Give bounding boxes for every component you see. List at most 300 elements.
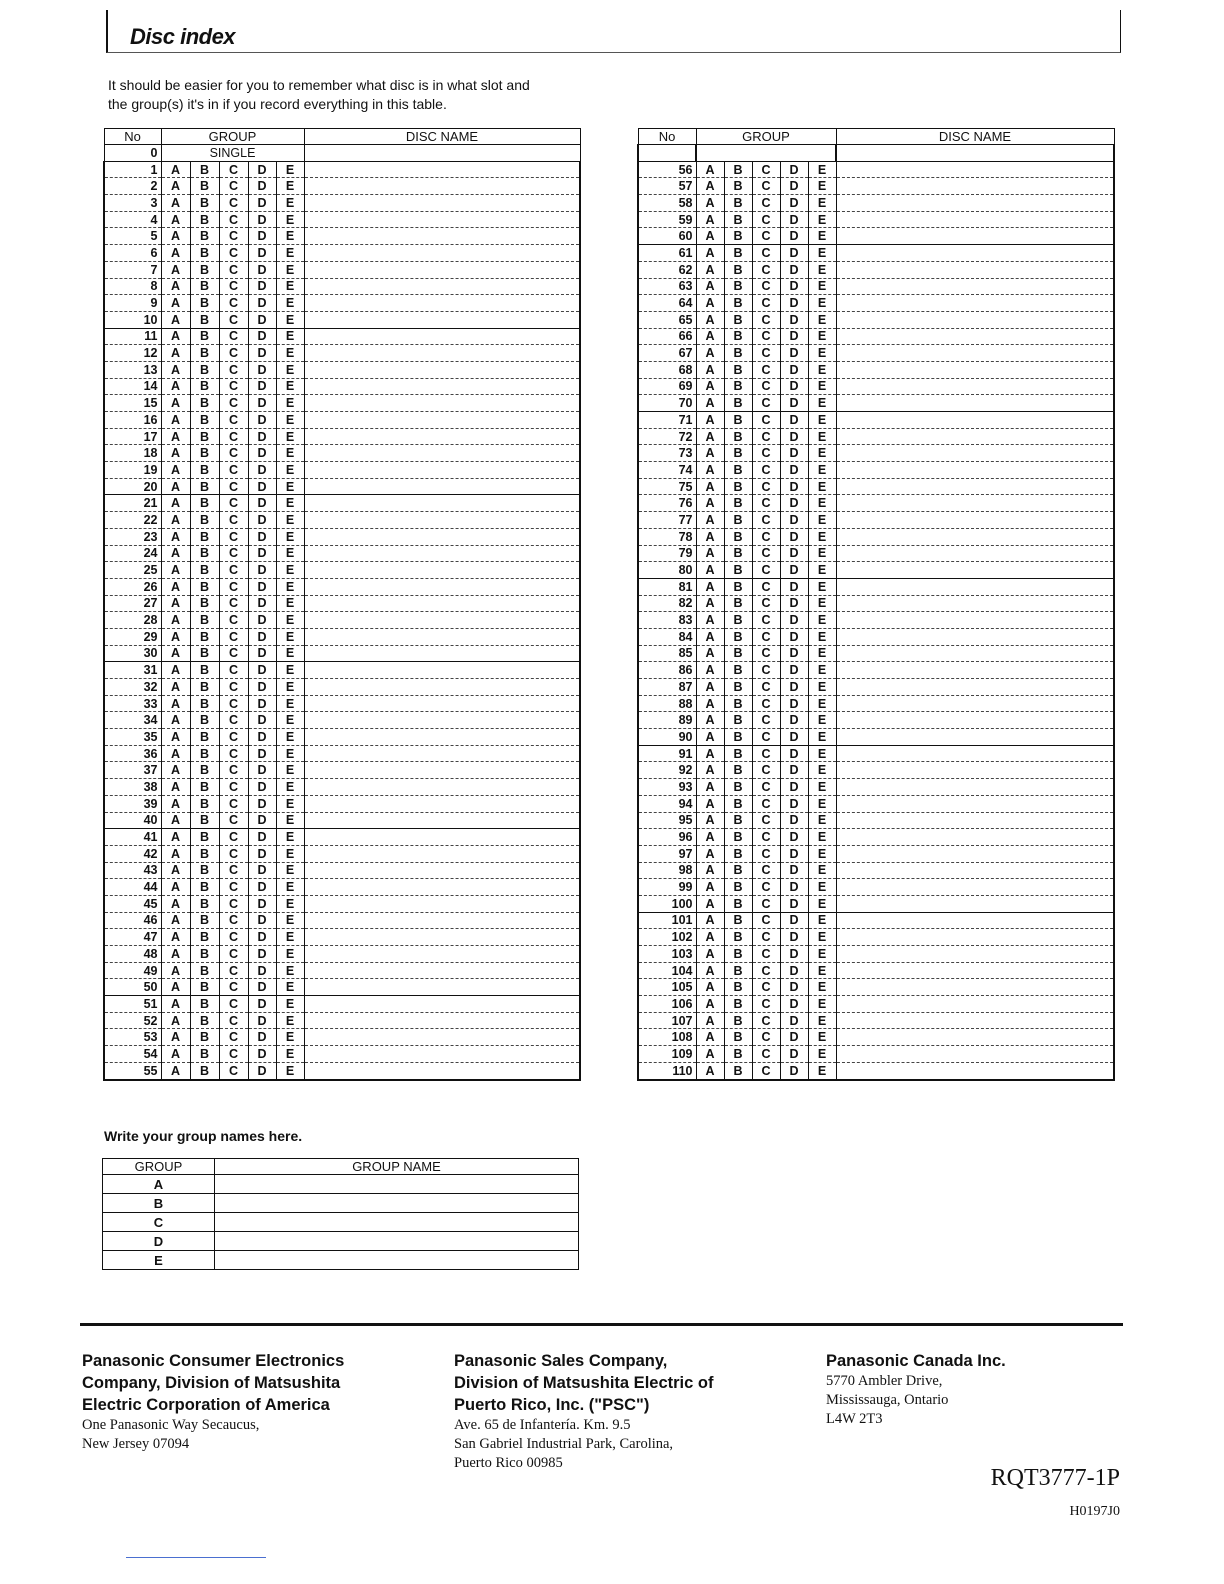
group-option-e[interactable]: E <box>276 895 304 912</box>
group-option-a[interactable]: A <box>161 361 190 378</box>
disc-name-field[interactable] <box>836 628 1114 645</box>
group-option-a[interactable]: A <box>696 195 724 212</box>
group-option-c[interactable]: C <box>219 879 248 896</box>
disc-name-field[interactable] <box>836 495 1114 512</box>
disc-name-field[interactable] <box>304 562 580 579</box>
group-option-b[interactable]: B <box>190 879 219 896</box>
group-option-c[interactable]: C <box>752 512 780 529</box>
group-option-b[interactable]: B <box>190 462 219 479</box>
group-option-d[interactable]: D <box>248 595 276 612</box>
group-option-c[interactable]: C <box>752 712 780 729</box>
group-option-d[interactable]: D <box>780 845 808 862</box>
group-option-d[interactable]: D <box>780 879 808 896</box>
group-option-c[interactable]: C <box>219 428 248 445</box>
group-option-d[interactable]: D <box>248 1046 276 1063</box>
group-option-d[interactable]: D <box>248 445 276 462</box>
group-option-e[interactable]: E <box>276 695 304 712</box>
group-option-b[interactable]: B <box>190 328 219 345</box>
disc-name-field[interactable] <box>304 845 580 862</box>
group-option-c[interactable]: C <box>219 512 248 529</box>
disc-name-field[interactable] <box>836 679 1114 696</box>
group-option-c[interactable]: C <box>219 662 248 679</box>
group-option-a[interactable]: A <box>696 361 724 378</box>
group-option-e[interactable]: E <box>276 612 304 629</box>
disc-name-field[interactable] <box>836 462 1114 479</box>
group-option-d[interactable]: D <box>780 695 808 712</box>
group-option-a[interactable]: A <box>696 1062 724 1079</box>
disc-name-field[interactable] <box>836 545 1114 562</box>
group-option-b[interactable]: B <box>724 1062 752 1079</box>
group-option-b[interactable]: B <box>724 545 752 562</box>
group-option-a[interactable]: A <box>161 412 190 429</box>
group-option-b[interactable]: B <box>724 178 752 195</box>
group-option-a[interactable]: A <box>161 829 190 846</box>
group-option-b[interactable]: B <box>190 912 219 929</box>
group-option-b[interactable]: B <box>724 495 752 512</box>
group-option-a[interactable]: A <box>696 295 724 312</box>
group-option-b[interactable]: B <box>190 762 219 779</box>
group-option-b[interactable]: B <box>190 628 219 645</box>
group-option-e[interactable]: E <box>808 929 836 946</box>
group-option-c[interactable]: C <box>752 528 780 545</box>
group-option-a[interactable]: A <box>696 1046 724 1063</box>
disc-name-field[interactable] <box>836 161 1114 178</box>
group-option-c[interactable]: C <box>219 812 248 829</box>
group-option-e[interactable]: E <box>808 311 836 328</box>
group-option-a[interactable]: A <box>161 478 190 495</box>
group-option-d[interactable]: D <box>248 979 276 996</box>
group-option-d[interactable]: D <box>248 1062 276 1079</box>
disc-name-field[interactable] <box>836 912 1114 929</box>
group-option-a[interactable]: A <box>161 178 190 195</box>
group-option-a[interactable]: A <box>696 628 724 645</box>
group-option-a[interactable]: A <box>696 829 724 846</box>
group-option-c[interactable]: C <box>219 745 248 762</box>
disc-name-field[interactable] <box>304 345 580 362</box>
group-option-d[interactable]: D <box>780 812 808 829</box>
disc-name-field[interactable] <box>836 261 1114 278</box>
group-option-a[interactable]: A <box>161 679 190 696</box>
group-option-b[interactable]: B <box>724 729 752 746</box>
group-option-c[interactable]: C <box>752 412 780 429</box>
group-option-b[interactable]: B <box>724 879 752 896</box>
group-option-b[interactable]: B <box>190 712 219 729</box>
group-option-c[interactable]: C <box>752 195 780 212</box>
group-option-d[interactable]: D <box>780 428 808 445</box>
group-option-c[interactable]: C <box>219 462 248 479</box>
group-option-d[interactable]: D <box>780 361 808 378</box>
group-option-d[interactable]: D <box>248 311 276 328</box>
group-option-c[interactable]: C <box>752 979 780 996</box>
group-option-c[interactable]: C <box>752 161 780 178</box>
group-option-e[interactable]: E <box>276 161 304 178</box>
group-option-b[interactable]: B <box>190 311 219 328</box>
group-option-d[interactable]: D <box>248 328 276 345</box>
group-option-b[interactable]: B <box>190 528 219 545</box>
disc-name-field[interactable] <box>836 178 1114 195</box>
disc-name-field[interactable] <box>304 328 580 345</box>
group-option-a[interactable]: A <box>161 879 190 896</box>
group-option-d[interactable]: D <box>780 462 808 479</box>
group-option-e[interactable]: E <box>808 979 836 996</box>
group-name-field[interactable] <box>215 1175 579 1194</box>
group-option-d[interactable]: D <box>248 512 276 529</box>
group-option-d[interactable]: D <box>248 645 276 662</box>
group-option-b[interactable]: B <box>190 795 219 812</box>
group-option-a[interactable]: A <box>696 679 724 696</box>
group-option-b[interactable]: B <box>724 679 752 696</box>
group-option-e[interactable]: E <box>808 862 836 879</box>
group-option-b[interactable]: B <box>724 512 752 529</box>
group-option-c[interactable]: C <box>752 812 780 829</box>
disc-name-field[interactable] <box>304 545 580 562</box>
group-option-d[interactable]: D <box>780 228 808 245</box>
group-option-a[interactable]: A <box>696 211 724 228</box>
group-option-a[interactable]: A <box>696 545 724 562</box>
group-option-e[interactable]: E <box>276 378 304 395</box>
group-option-e[interactable]: E <box>808 228 836 245</box>
group-option-c[interactable]: C <box>219 762 248 779</box>
group-option-a[interactable]: A <box>696 261 724 278</box>
group-option-e[interactable]: E <box>808 261 836 278</box>
group-option-a[interactable]: A <box>161 595 190 612</box>
group-option-a[interactable]: A <box>696 178 724 195</box>
disc-name-field[interactable] <box>836 946 1114 963</box>
group-option-d[interactable]: D <box>780 562 808 579</box>
group-option-d[interactable]: D <box>248 929 276 946</box>
group-option-e[interactable]: E <box>808 712 836 729</box>
disc-name-field[interactable] <box>836 311 1114 328</box>
group-option-b[interactable]: B <box>190 562 219 579</box>
group-option-a[interactable]: A <box>161 512 190 529</box>
group-option-e[interactable]: E <box>808 745 836 762</box>
group-option-e[interactable]: E <box>276 946 304 963</box>
group-option-d[interactable]: D <box>248 361 276 378</box>
group-option-c[interactable]: C <box>219 612 248 629</box>
group-option-e[interactable]: E <box>276 795 304 812</box>
group-option-b[interactable]: B <box>190 1062 219 1079</box>
group-option-c[interactable]: C <box>219 562 248 579</box>
group-option-d[interactable]: D <box>780 578 808 595</box>
group-option-c[interactable]: C <box>219 245 248 262</box>
group-option-a[interactable]: A <box>161 795 190 812</box>
group-option-a[interactable]: A <box>696 879 724 896</box>
group-option-d[interactable]: D <box>248 795 276 812</box>
group-option-a[interactable]: A <box>696 895 724 912</box>
group-option-c[interactable]: C <box>752 462 780 479</box>
disc-name-field[interactable] <box>304 445 580 462</box>
group-option-d[interactable]: D <box>248 395 276 412</box>
group-option-a[interactable]: A <box>161 562 190 579</box>
group-option-d[interactable]: D <box>248 879 276 896</box>
group-option-e[interactable]: E <box>808 829 836 846</box>
group-option-a[interactable]: A <box>696 378 724 395</box>
group-option-c[interactable]: C <box>752 879 780 896</box>
group-option-a[interactable]: A <box>696 495 724 512</box>
disc-name-field[interactable] <box>304 512 580 529</box>
group-option-a[interactable]: A <box>696 745 724 762</box>
disc-name-field[interactable] <box>836 345 1114 362</box>
group-option-d[interactable]: D <box>780 512 808 529</box>
group-option-b[interactable]: B <box>190 962 219 979</box>
group-option-c[interactable]: C <box>219 195 248 212</box>
group-option-d[interactable]: D <box>248 946 276 963</box>
group-option-b[interactable]: B <box>190 1046 219 1063</box>
group-option-d[interactable]: D <box>780 328 808 345</box>
group-option-d[interactable]: D <box>780 595 808 612</box>
disc-name-field[interactable] <box>836 445 1114 462</box>
group-option-a[interactable]: A <box>161 712 190 729</box>
group-option-d[interactable]: D <box>780 161 808 178</box>
group-option-e[interactable]: E <box>808 595 836 612</box>
group-option-d[interactable]: D <box>780 628 808 645</box>
group-option-c[interactable]: C <box>219 946 248 963</box>
group-option-b[interactable]: B <box>190 495 219 512</box>
group-option-c[interactable]: C <box>752 1029 780 1046</box>
group-option-d[interactable]: D <box>248 862 276 879</box>
group-option-b[interactable]: B <box>190 578 219 595</box>
disc-name-field[interactable] <box>836 245 1114 262</box>
group-option-a[interactable]: A <box>161 1029 190 1046</box>
group-option-e[interactable]: E <box>276 879 304 896</box>
group-option-b[interactable]: B <box>724 478 752 495</box>
group-option-d[interactable]: D <box>248 695 276 712</box>
group-option-e[interactable]: E <box>808 161 836 178</box>
group-name-field[interactable] <box>215 1194 579 1213</box>
disc-name-field[interactable] <box>836 278 1114 295</box>
group-option-d[interactable]: D <box>780 862 808 879</box>
disc-name-field[interactable] <box>304 295 580 312</box>
group-option-d[interactable]: D <box>248 228 276 245</box>
group-option-b[interactable]: B <box>190 845 219 862</box>
disc-name-field[interactable] <box>304 528 580 545</box>
group-option-e[interactable]: E <box>276 862 304 879</box>
group-option-a[interactable]: A <box>161 845 190 862</box>
disc-name-field[interactable] <box>304 178 580 195</box>
group-option-e[interactable]: E <box>808 361 836 378</box>
disc-name-field[interactable] <box>304 378 580 395</box>
group-option-a[interactable]: A <box>696 278 724 295</box>
disc-name-field[interactable] <box>304 729 580 746</box>
group-option-b[interactable]: B <box>190 345 219 362</box>
group-option-e[interactable]: E <box>808 1046 836 1063</box>
group-option-e[interactable]: E <box>808 729 836 746</box>
group-option-c[interactable]: C <box>752 662 780 679</box>
disc-name-field[interactable] <box>836 996 1114 1013</box>
group-option-c[interactable]: C <box>219 929 248 946</box>
disc-name-field[interactable] <box>836 829 1114 846</box>
group-option-e[interactable]: E <box>808 895 836 912</box>
group-option-a[interactable]: A <box>161 929 190 946</box>
disc-name-field[interactable] <box>836 145 1114 162</box>
group-option-b[interactable]: B <box>190 378 219 395</box>
disc-name-field[interactable] <box>304 278 580 295</box>
group-option-a[interactable]: A <box>696 845 724 862</box>
group-option-c[interactable]: C <box>752 395 780 412</box>
group-option-c[interactable]: C <box>219 445 248 462</box>
group-option-b[interactable]: B <box>724 245 752 262</box>
group-option-e[interactable]: E <box>808 562 836 579</box>
group-option-c[interactable]: C <box>219 628 248 645</box>
group-option-e[interactable]: E <box>276 645 304 662</box>
disc-name-field[interactable] <box>836 812 1114 829</box>
disc-name-field[interactable] <box>304 311 580 328</box>
group-option-b[interactable]: B <box>724 829 752 846</box>
group-option-b[interactable]: B <box>190 412 219 429</box>
disc-name-field[interactable] <box>836 562 1114 579</box>
group-option-c[interactable]: C <box>219 912 248 929</box>
group-option-e[interactable]: E <box>276 428 304 445</box>
group-option-b[interactable]: B <box>190 512 219 529</box>
group-option-a[interactable]: A <box>696 445 724 462</box>
group-option-b[interactable]: B <box>724 395 752 412</box>
group-option-b[interactable]: B <box>190 428 219 445</box>
group-option-e[interactable]: E <box>808 328 836 345</box>
group-option-e[interactable]: E <box>808 845 836 862</box>
group-option-d[interactable]: D <box>780 295 808 312</box>
group-option-c[interactable]: C <box>752 178 780 195</box>
group-option-c[interactable]: C <box>752 261 780 278</box>
group-option-e[interactable]: E <box>808 378 836 395</box>
group-option-e[interactable]: E <box>276 445 304 462</box>
group-option-d[interactable]: D <box>248 462 276 479</box>
group-option-d[interactable]: D <box>780 829 808 846</box>
group-option-a[interactable]: A <box>161 628 190 645</box>
group-option-e[interactable]: E <box>276 395 304 412</box>
group-option-d[interactable]: D <box>780 395 808 412</box>
group-option-b[interactable]: B <box>190 211 219 228</box>
group-option-a[interactable]: A <box>161 745 190 762</box>
group-option-d[interactable]: D <box>248 745 276 762</box>
group-option-c[interactable]: C <box>219 645 248 662</box>
group-option-e[interactable]: E <box>276 545 304 562</box>
group-option-b[interactable]: B <box>190 979 219 996</box>
group-option-a[interactable]: A <box>161 495 190 512</box>
group-option-b[interactable]: B <box>724 912 752 929</box>
group-option-c[interactable]: C <box>219 862 248 879</box>
group-option-a[interactable]: A <box>161 245 190 262</box>
group-option-e[interactable]: E <box>276 962 304 979</box>
group-option-a[interactable]: A <box>696 328 724 345</box>
group-option-a[interactable]: A <box>696 946 724 963</box>
group-option-b[interactable]: B <box>724 628 752 645</box>
group-option-e[interactable]: E <box>276 662 304 679</box>
group-option-b[interactable]: B <box>190 395 219 412</box>
group-option-c[interactable]: C <box>219 1012 248 1029</box>
group-option-c[interactable]: C <box>752 862 780 879</box>
group-option-d[interactable]: D <box>780 662 808 679</box>
group-option-e[interactable]: E <box>808 812 836 829</box>
group-option-a[interactable]: A <box>696 161 724 178</box>
group-option-d[interactable]: D <box>780 378 808 395</box>
group-option-b[interactable]: B <box>724 695 752 712</box>
group-option-c[interactable]: C <box>219 211 248 228</box>
group-option-e[interactable]: E <box>808 795 836 812</box>
group-option-c[interactable]: C <box>219 795 248 812</box>
group-option-a[interactable]: A <box>161 395 190 412</box>
group-option-d[interactable]: D <box>780 412 808 429</box>
disc-name-field[interactable] <box>304 712 580 729</box>
disc-name-field[interactable] <box>304 245 580 262</box>
group-option-c[interactable]: C <box>219 1046 248 1063</box>
group-option-a[interactable]: A <box>696 428 724 445</box>
group-option-b[interactable]: B <box>190 161 219 178</box>
group-option-b[interactable]: B <box>724 612 752 629</box>
group-option-e[interactable]: E <box>808 879 836 896</box>
disc-name-field[interactable] <box>304 745 580 762</box>
group-option-a[interactable]: A <box>161 278 190 295</box>
group-option-c[interactable]: C <box>752 378 780 395</box>
group-option-e[interactable]: E <box>808 996 836 1013</box>
group-option-b[interactable]: B <box>724 445 752 462</box>
group-option-a[interactable]: A <box>161 578 190 595</box>
group-option-c[interactable]: C <box>752 645 780 662</box>
group-option-a[interactable]: A <box>696 562 724 579</box>
disc-name-field[interactable] <box>304 979 580 996</box>
group-option-e[interactable]: E <box>808 1012 836 1029</box>
group-option-b[interactable]: B <box>190 829 219 846</box>
disc-name-field[interactable] <box>836 795 1114 812</box>
group-option-a[interactable]: A <box>161 662 190 679</box>
group-option-d[interactable]: D <box>780 1046 808 1063</box>
group-option-d[interactable]: D <box>248 712 276 729</box>
group-option-a[interactable]: A <box>696 929 724 946</box>
group-option-b[interactable]: B <box>724 195 752 212</box>
group-option-a[interactable]: A <box>161 962 190 979</box>
group-option-d[interactable]: D <box>780 612 808 629</box>
group-option-a[interactable]: A <box>161 295 190 312</box>
group-option-d[interactable]: D <box>248 612 276 629</box>
group-option-a[interactable]: A <box>161 812 190 829</box>
group-option-c[interactable]: C <box>219 178 248 195</box>
group-option-b[interactable]: B <box>724 578 752 595</box>
group-option-a[interactable]: A <box>161 862 190 879</box>
group-option-d[interactable]: D <box>780 946 808 963</box>
disc-name-field[interactable] <box>304 495 580 512</box>
group-option-d[interactable]: D <box>248 412 276 429</box>
disc-name-field[interactable] <box>304 829 580 846</box>
group-option-b[interactable]: B <box>724 795 752 812</box>
group-option-e[interactable]: E <box>808 545 836 562</box>
group-option-c[interactable]: C <box>752 578 780 595</box>
group-option-a[interactable]: A <box>161 912 190 929</box>
group-option-e[interactable]: E <box>808 428 836 445</box>
disc-name-field[interactable] <box>304 145 580 162</box>
group-option-b[interactable]: B <box>724 462 752 479</box>
group-option-b[interactable]: B <box>724 1029 752 1046</box>
group-option-e[interactable]: E <box>276 679 304 696</box>
disc-name-field[interactable] <box>304 228 580 245</box>
group-option-a[interactable]: A <box>161 462 190 479</box>
disc-name-field[interactable] <box>836 328 1114 345</box>
group-option-a[interactable]: A <box>161 979 190 996</box>
group-option-e[interactable]: E <box>276 912 304 929</box>
disc-name-field[interactable] <box>304 779 580 796</box>
group-option-b[interactable]: B <box>190 445 219 462</box>
group-option-b[interactable]: B <box>190 245 219 262</box>
group-option-e[interactable]: E <box>808 195 836 212</box>
group-option-c[interactable]: C <box>752 428 780 445</box>
group-option-d[interactable]: D <box>248 1012 276 1029</box>
group-option-b[interactable]: B <box>724 979 752 996</box>
disc-name-field[interactable] <box>304 1062 580 1079</box>
group-option-c[interactable]: C <box>219 845 248 862</box>
group-option-b[interactable]: B <box>724 161 752 178</box>
group-option-a[interactable]: A <box>161 895 190 912</box>
group-option-e[interactable]: E <box>276 195 304 212</box>
disc-name-field[interactable] <box>836 528 1114 545</box>
group-option-e[interactable]: E <box>808 762 836 779</box>
